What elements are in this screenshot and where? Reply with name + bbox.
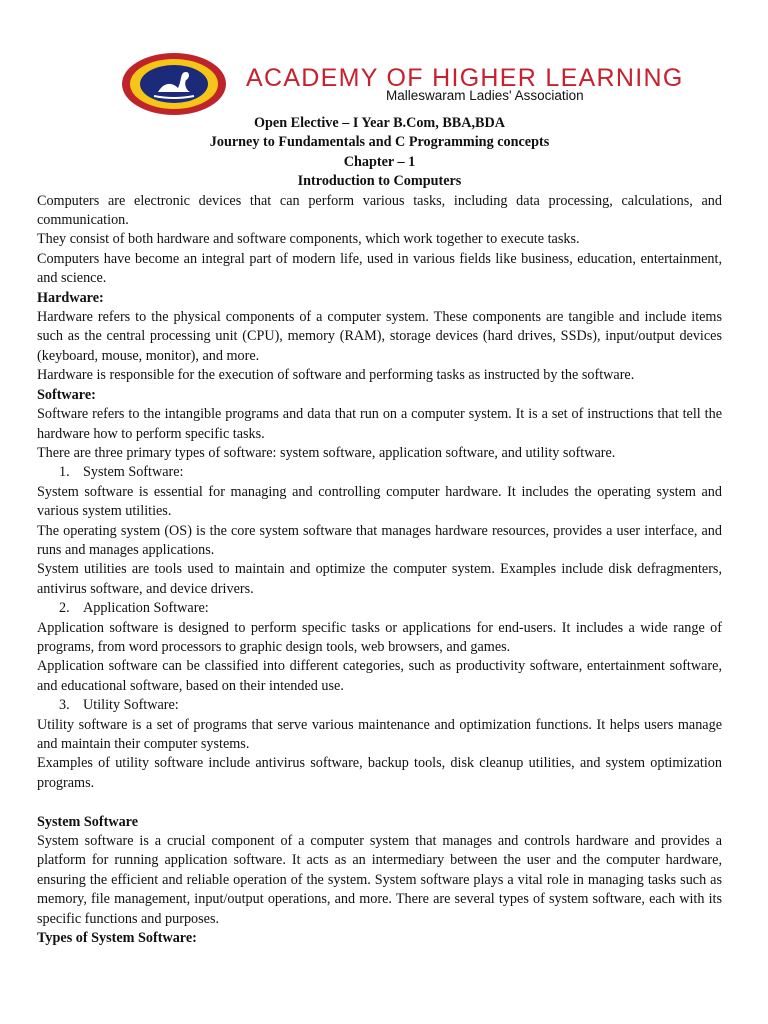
title-line: Open Elective – I Year B.Com, BBA,BDA — [253, 115, 506, 131]
title-line: Chapter – 1 — [343, 153, 416, 170]
paragraph: Computers have become an integral part of modern life, used in various fields like business, education, entertainment, and science. — [37, 250, 722, 287]
paragraph: Computers are electronic devices that can perform various tasks, including data processing, calculations, and communication. — [37, 192, 722, 229]
paragraph: There are three primary types of software: system software, application software, and utility software. — [37, 444, 616, 461]
brand-subtitle: Malleswaram Ladies' Association — [386, 88, 584, 103]
list-item: 3. Utility Software: — [59, 697, 179, 714]
paragraph: Examples of utility software include antivirus software, backup tools, disk cleanup utilities, and system optimization programs. — [37, 755, 722, 791]
title-line: Journey to Fundamentals and C Programming concepts — [209, 134, 550, 151]
paragraph: Application software is designed to perform specific tasks or applications for end-users. It includes a wide range of programs, from word processors to graphic design tools, web browsers, and games. — [37, 619, 722, 655]
title-line: Introduction to Computers — [297, 173, 462, 190]
paragraph: System software is a crucial component of a computer system that manages and controls hardware and provides a platform for running application software. It acts as an intermediary between the user and the computer hardware, ensuring the efficient and reliable operation of the system. System software plays a vital role in managing tasks such as memory, file management, input/output operations, and more. There are several types of system software, each with its specific functions and purposes. — [37, 833, 722, 927]
paragraph: Utility software is a set of programs that serve various maintenance and optimization functions. It helps users manage and maintain their computer systems. — [37, 716, 722, 752]
paragraph: Hardware is responsible for the execution of software and performing tasks as instructed by the software. — [37, 367, 635, 384]
paragraph: Software refers to the intangible programs and data that run on a computer system. It is a set of instructions that tell the hardware how to perform specific tasks. — [37, 406, 722, 442]
list-item: 2. Application Software: — [59, 600, 209, 617]
list-item: 1. System Software: — [59, 464, 184, 481]
academy-logo-icon — [120, 52, 228, 116]
section-heading: System Software — [37, 813, 139, 830]
paragraph: Hardware refers to the physical components of a computer system. These components are tangible and include items such as the central processing unit (CPU), memory (RAM), storage devices (hard drives, SSDs), input/output devices (keyboard, mouse, monitor), and more. — [37, 309, 722, 364]
paragraph: System software is essential for managing and controlling computer hardware. It includes the operating system and various system utilities. — [37, 483, 722, 520]
paragraph: Application software can be classified into different categories, such as productivity software, entertainment software, and educational software, based on their intended use. — [37, 658, 722, 694]
paragraph: The operating system (OS) is the core system software that manages hardware resources, provides a user interface, and runs and manages applications. — [37, 522, 722, 558]
paragraph: They consist of both hardware and software components, which work together to execute tasks. — [37, 231, 580, 248]
section-heading: Software: — [37, 386, 96, 403]
section-heading: Types of System Software: — [37, 930, 197, 947]
document-body — [37, 114, 722, 948]
spacer — [37, 793, 722, 812]
section-heading: Hardware: — [37, 289, 104, 306]
brand-title: ACADEMY OF HIGHER LEARNING — [246, 64, 684, 92]
header — [120, 52, 684, 116]
paragraph: System utilities are tools used to maintain and optimize the computer system. Examples include disk defragmenters, antivirus software, and device drivers. — [37, 561, 722, 597]
